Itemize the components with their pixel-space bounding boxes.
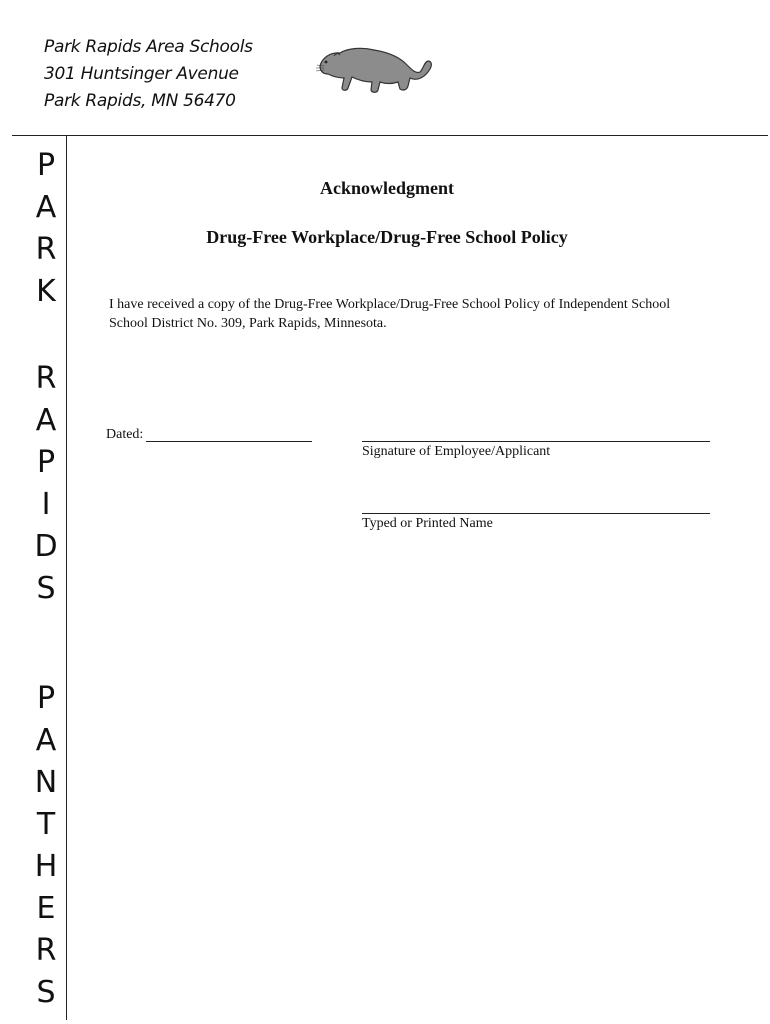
printed-name-label: Typed or Printed Name (362, 516, 493, 531)
school-name: Park Rapids Area Schools (44, 37, 253, 57)
sidebar-word-park: P A R K (35, 148, 57, 309)
panther-logo-icon (312, 44, 434, 96)
sidebar-word-panthers: P A N T H E R S (34, 681, 58, 1010)
statement-line-2: School District No. 309, Park Rapids, Minnesota. (109, 316, 387, 331)
printed-name-field[interactable] (362, 513, 710, 514)
school-city: Park Rapids, MN 56470 (44, 91, 236, 111)
acknowledgment-statement (109, 295, 729, 333)
document-subtitle: Drug-Free Workplace/Drug-Free School Policy (206, 227, 568, 247)
signature-field[interactable] (362, 441, 710, 442)
dated-label: Dated: (106, 427, 144, 442)
signature-label: Signature of Employee/Applicant (362, 444, 551, 459)
sidebar-word-rapids: R A P I D S (34, 361, 58, 606)
dated-field[interactable] (146, 441, 312, 442)
header-divider (12, 135, 768, 136)
letterhead (44, 34, 253, 115)
school-street: 301 Huntsinger Avenue (44, 64, 239, 84)
document-title: Acknowledgment (320, 178, 454, 198)
statement-line-1: I have received a copy of the Drug-Free Workplace/Drug-Free School Policy of Independent School (109, 297, 671, 312)
